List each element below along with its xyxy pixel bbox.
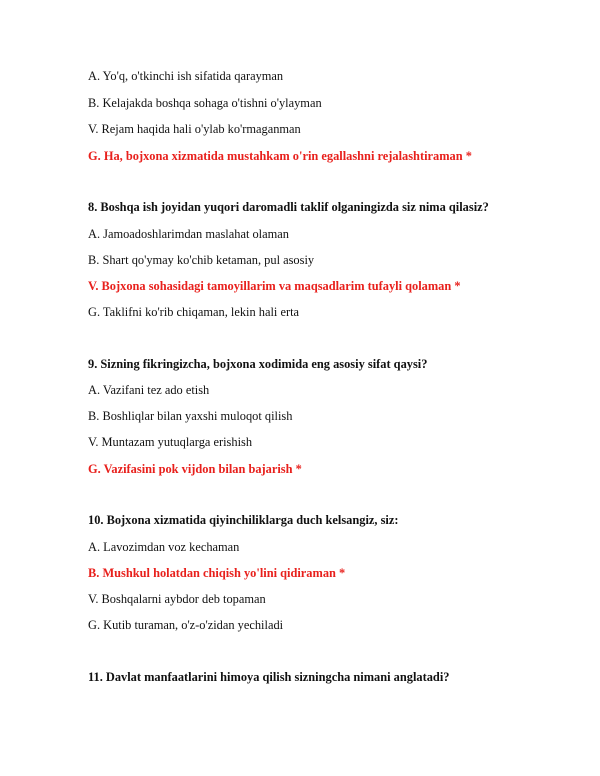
q9-option-b: B. Boshliqlar bilan yaxshi muloqot qilish: [88, 409, 293, 423]
q10-option-v: V. Boshqalarni aybdor deb topaman: [88, 592, 266, 606]
q11-question: 11. Davlat manfaatlarini himoya qilish sizningcha nimani anglatadi?: [88, 670, 450, 684]
q7-option-b: B. Kelajakda boshqa sohaga o'tishni o'ylayman: [88, 96, 322, 110]
q9-option-g-correct: G. Vazifasini pok vijdon bilan bajarish *: [88, 462, 302, 476]
q7-option-a: A. Yo'q, o'tkinchi ish sifatida qarayman: [88, 69, 284, 83]
q8-option-a: A. Jamoadoshlarimdan maslahat olaman: [88, 227, 289, 241]
q8-question: 8. Boshqa ish joyidan yuqori daromadli taklif olganingizda siz nima qilasiz?: [88, 200, 489, 214]
q10-option-g: G. Kutib turaman, o'z-o'zidan yechiladi: [88, 618, 284, 632]
q8-option-v-correct: V. Bojxona sohasidagi tamoyillarim va maqsadlarim tufayli qolaman *: [88, 279, 461, 293]
q8-option-g: G. Taklifni ko'rib chiqaman, lekin hali erta: [88, 305, 300, 319]
q9-option-v: V. Muntazam yutuqlarga erishish: [88, 435, 253, 449]
q9-option-a: A. Vazifani tez ado etish: [88, 383, 210, 397]
q7-option-v: V. Rejam haqida hali o'ylab ko'rmaganman: [88, 122, 301, 136]
q9-question: 9. Sizning fikringizcha, bojxona xodimida eng asosiy sifat qaysi?: [88, 357, 428, 371]
q10-question: 10. Bojxona xizmatida qiyinchiliklarga duch kelsangiz, siz:: [88, 513, 399, 527]
q10-option-a: A. Lavozimdan voz kechaman: [88, 540, 240, 554]
q7-option-g-correct: G. Ha, bojxona xizmatida mustahkam o'rin egallashni rejalashtiraman *: [88, 149, 472, 163]
q10-option-b-correct: B. Mushkul holatdan chiqish yo'lini qidiraman *: [88, 566, 346, 580]
q8-option-b: B. Shart qo'ymay ko'chib ketaman, pul asosiy: [88, 253, 315, 267]
